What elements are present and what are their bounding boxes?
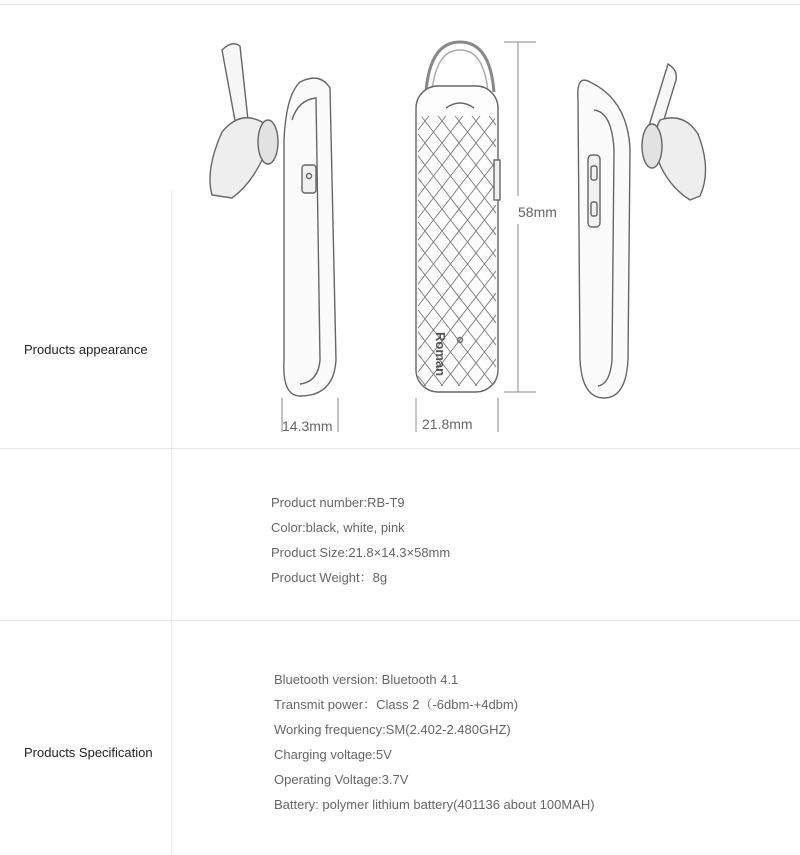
- side-view-right: [578, 64, 706, 398]
- spec-working-frequency: Working frequency:SM(2.402-2.480GHZ): [274, 722, 511, 737]
- spec-charging-voltage: Charging voltage:5V: [274, 747, 392, 762]
- column-divider-3: [171, 620, 172, 855]
- info-size: Product Size:21.8×14.3×58mm: [271, 545, 451, 560]
- side-view-left: [210, 44, 336, 396]
- specification-list: [274, 667, 595, 817]
- dim-depth: 14.3mm: [282, 418, 333, 434]
- divider-1: [0, 448, 800, 449]
- spec-bluetooth-version: Bluetooth version: Bluetooth 4.1: [274, 672, 459, 687]
- divider-2: [0, 620, 800, 621]
- info-color: Color:black, white, pink: [271, 520, 405, 535]
- spec-battery: Battery: polymer lithium battery(401136 about 100MAH): [274, 797, 595, 812]
- basic-info-list: [271, 490, 450, 590]
- info-product-number: Product number:RB-T9: [271, 495, 405, 510]
- specification-label: Products Specification: [24, 745, 153, 760]
- info-weight: Product Weight：8g: [271, 570, 388, 585]
- column-divider-2: [171, 448, 172, 620]
- dim-height: 58mm: [518, 204, 557, 220]
- dim-width: 21.8mm: [422, 416, 473, 432]
- spec-operating-voltage: Operating Voltage:3.7V: [274, 772, 409, 787]
- device-brand-text: Roman: [433, 332, 448, 377]
- spec-transmit-power: Transmit power：Class 2（-6dbm-+4dbm): [274, 697, 519, 712]
- appearance-label: Products appearance: [24, 342, 148, 357]
- front-view: [416, 42, 500, 392]
